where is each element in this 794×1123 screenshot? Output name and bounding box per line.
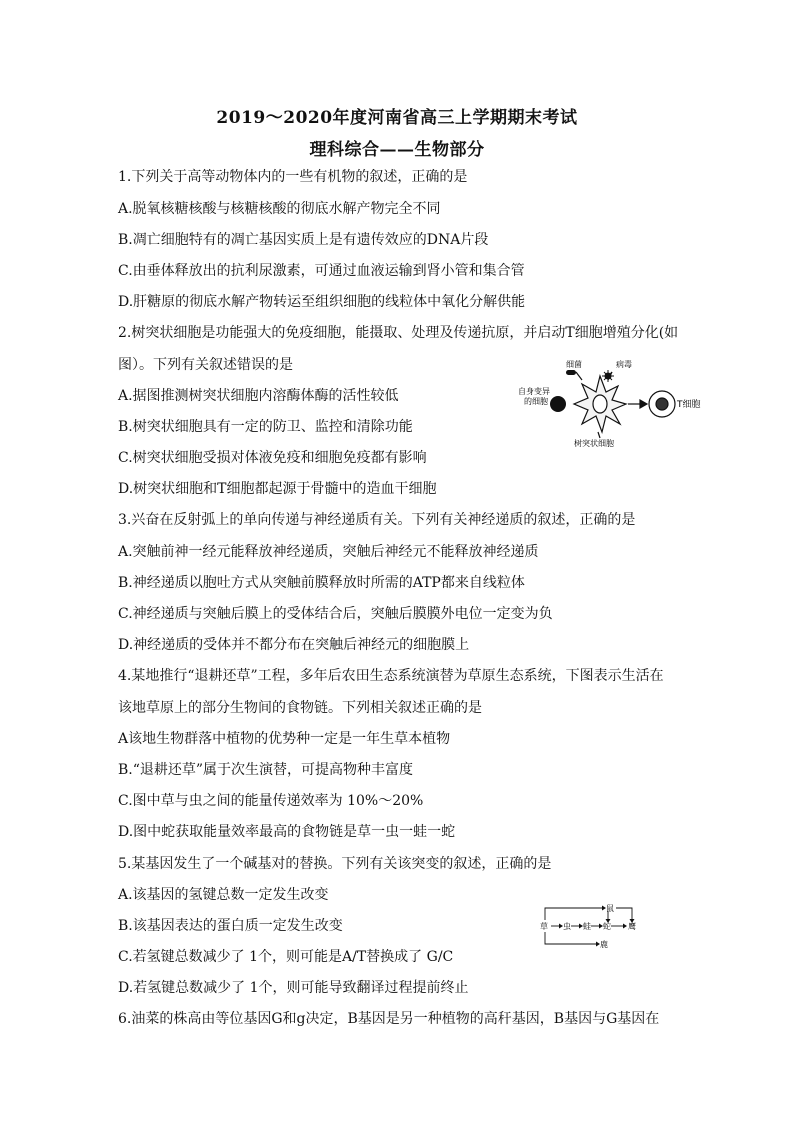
q1-option-d: D.肝糖原的彻底水解产物转运至组织细胞的线粒体中氧化分解供能 (118, 294, 526, 310)
q4-stem-line1: 4.某地推行“退耕还草”工程，多年后农田生态系统演替为草原生态系统，下图表示生活在 (118, 668, 664, 684)
q3-option-a: A.突触前神一经元能释放神经递质，突触后神经元不能释放神经递质 (118, 544, 539, 560)
q5-option-a: A.该基因的氢键总数一定发生改变 (118, 887, 329, 903)
q1-stem: 1.下列关于高等动物体内的一些有机物的叙述，正确的是 (118, 169, 468, 185)
q2-option-d: D.树突状细胞和T细胞都起源于骨髓中的造血干细胞 (118, 481, 437, 497)
q3-stem: 3.兴奋在反射弧上的单向传递与神经递质有关。下列有关神经递质的叙述，正确的是 (118, 512, 636, 528)
bacteria-icon (566, 370, 576, 375)
label-dendritic-cell: 树突状细胞 (574, 439, 614, 448)
exam-title: 2019～2020年度河南省高三上学期期末考试 (216, 108, 578, 128)
figure-food-web (540, 902, 650, 950)
label-mutant-2: 的细胞 (524, 397, 548, 406)
label-mutant-1: 自身变异 (518, 387, 550, 396)
q1-option-a: A.脱氧核糖核酸与核糖核酸的彻底水解产物完全不同 (118, 201, 441, 217)
q1-option-c: C.由垂体释放出的抗利尿激素，可通过血液运输到肾小管和集合管 (118, 263, 525, 279)
q5-option-b: B.该基因表达的蛋白质一定发生改变 (118, 918, 343, 934)
label-tcell: T细胞 (677, 400, 701, 410)
q5-option-d: D.若氢键总数减少了 1个，则可能导致翻译过程提前终止 (118, 980, 469, 996)
q2-option-b: B.树突状细胞具有一定的防卫、监控和清除功能 (118, 419, 413, 435)
q3-option-d: D.神经递质的受体并不都分布在突触后神经元的细胞膜上 (118, 637, 470, 653)
node-insect: 虫 (563, 922, 571, 931)
q4-option-b: B.“退耕还草”属于次生演替，可提高物种丰富度 (118, 762, 414, 778)
mutant-cell-icon (550, 396, 566, 412)
q2-stem-line1: 2.树突状细胞是功能强大的免疫细胞，能摄取、处理及传递抗原，并启动T细胞增殖分化(如 (118, 325, 679, 341)
node-deer: 鹿 (600, 940, 608, 949)
q4-stem-line2: 该地草原上的部分生物间的食物链。下列相关叙述正确的是 (118, 700, 482, 716)
q3-option-b: B.神经递质以胞吐方式从突触前膜释放时所需的ATP都来自线粒体 (118, 575, 525, 591)
node-snake: 蛇 (603, 922, 611, 931)
q3-option-c: C.神经递质与突触后膜上的受体结合后，突触后膜膜外电位一定变为负 (118, 606, 553, 622)
exam-subtitle: 理科综合——生物部分 (309, 140, 485, 160)
q1-option-b: B.凋亡细胞特有的凋亡基因实质上是有遗传效应的DNA片段 (118, 232, 489, 248)
node-eagle: 鹰 (628, 922, 636, 931)
label-bacteria: 细菌 (566, 360, 582, 369)
q2-option-c: C.树突状细胞受损对体液免疫和细胞免疫都有影响 (118, 450, 427, 466)
q5-stem: 5.某基因发生了一个碱基对的替换。下列有关该突变的叙述，正确的是 (118, 856, 552, 872)
q6-stem: 6.油菜的株高由等位基因G和g决定，B基因是另一种植物的高秆基因，B基因与G基因在 (118, 1011, 660, 1027)
q5-option-c: C.若氢键总数减少了 1个，则可能是A/T替换成了 G/C (118, 949, 454, 965)
q4-option-c: C.图中草与虫之间的能量传递效率为 10%～20% (118, 793, 424, 809)
node-mouse: 鼠 (606, 904, 614, 913)
q2-stem-line2: 图）。下列有关叙述错误的是 (118, 357, 293, 373)
node-frog: 蛙 (583, 922, 591, 931)
q2-option-a: A.据图推测树突状细胞内溶酶体酶的活性较低 (118, 388, 399, 404)
virus-icon (602, 370, 614, 382)
q4-option-d: D.图中蛇获取能量效率最高的食物链是草一虫一蛙一蛇 (118, 824, 456, 840)
figure-dendritic-cell (516, 358, 716, 450)
q4-option-a: A该地生物群落中植物的优势种一定是一年生草本植物 (118, 731, 451, 747)
node-grass: 草 (540, 922, 548, 931)
label-virus: 病毒 (616, 360, 632, 369)
